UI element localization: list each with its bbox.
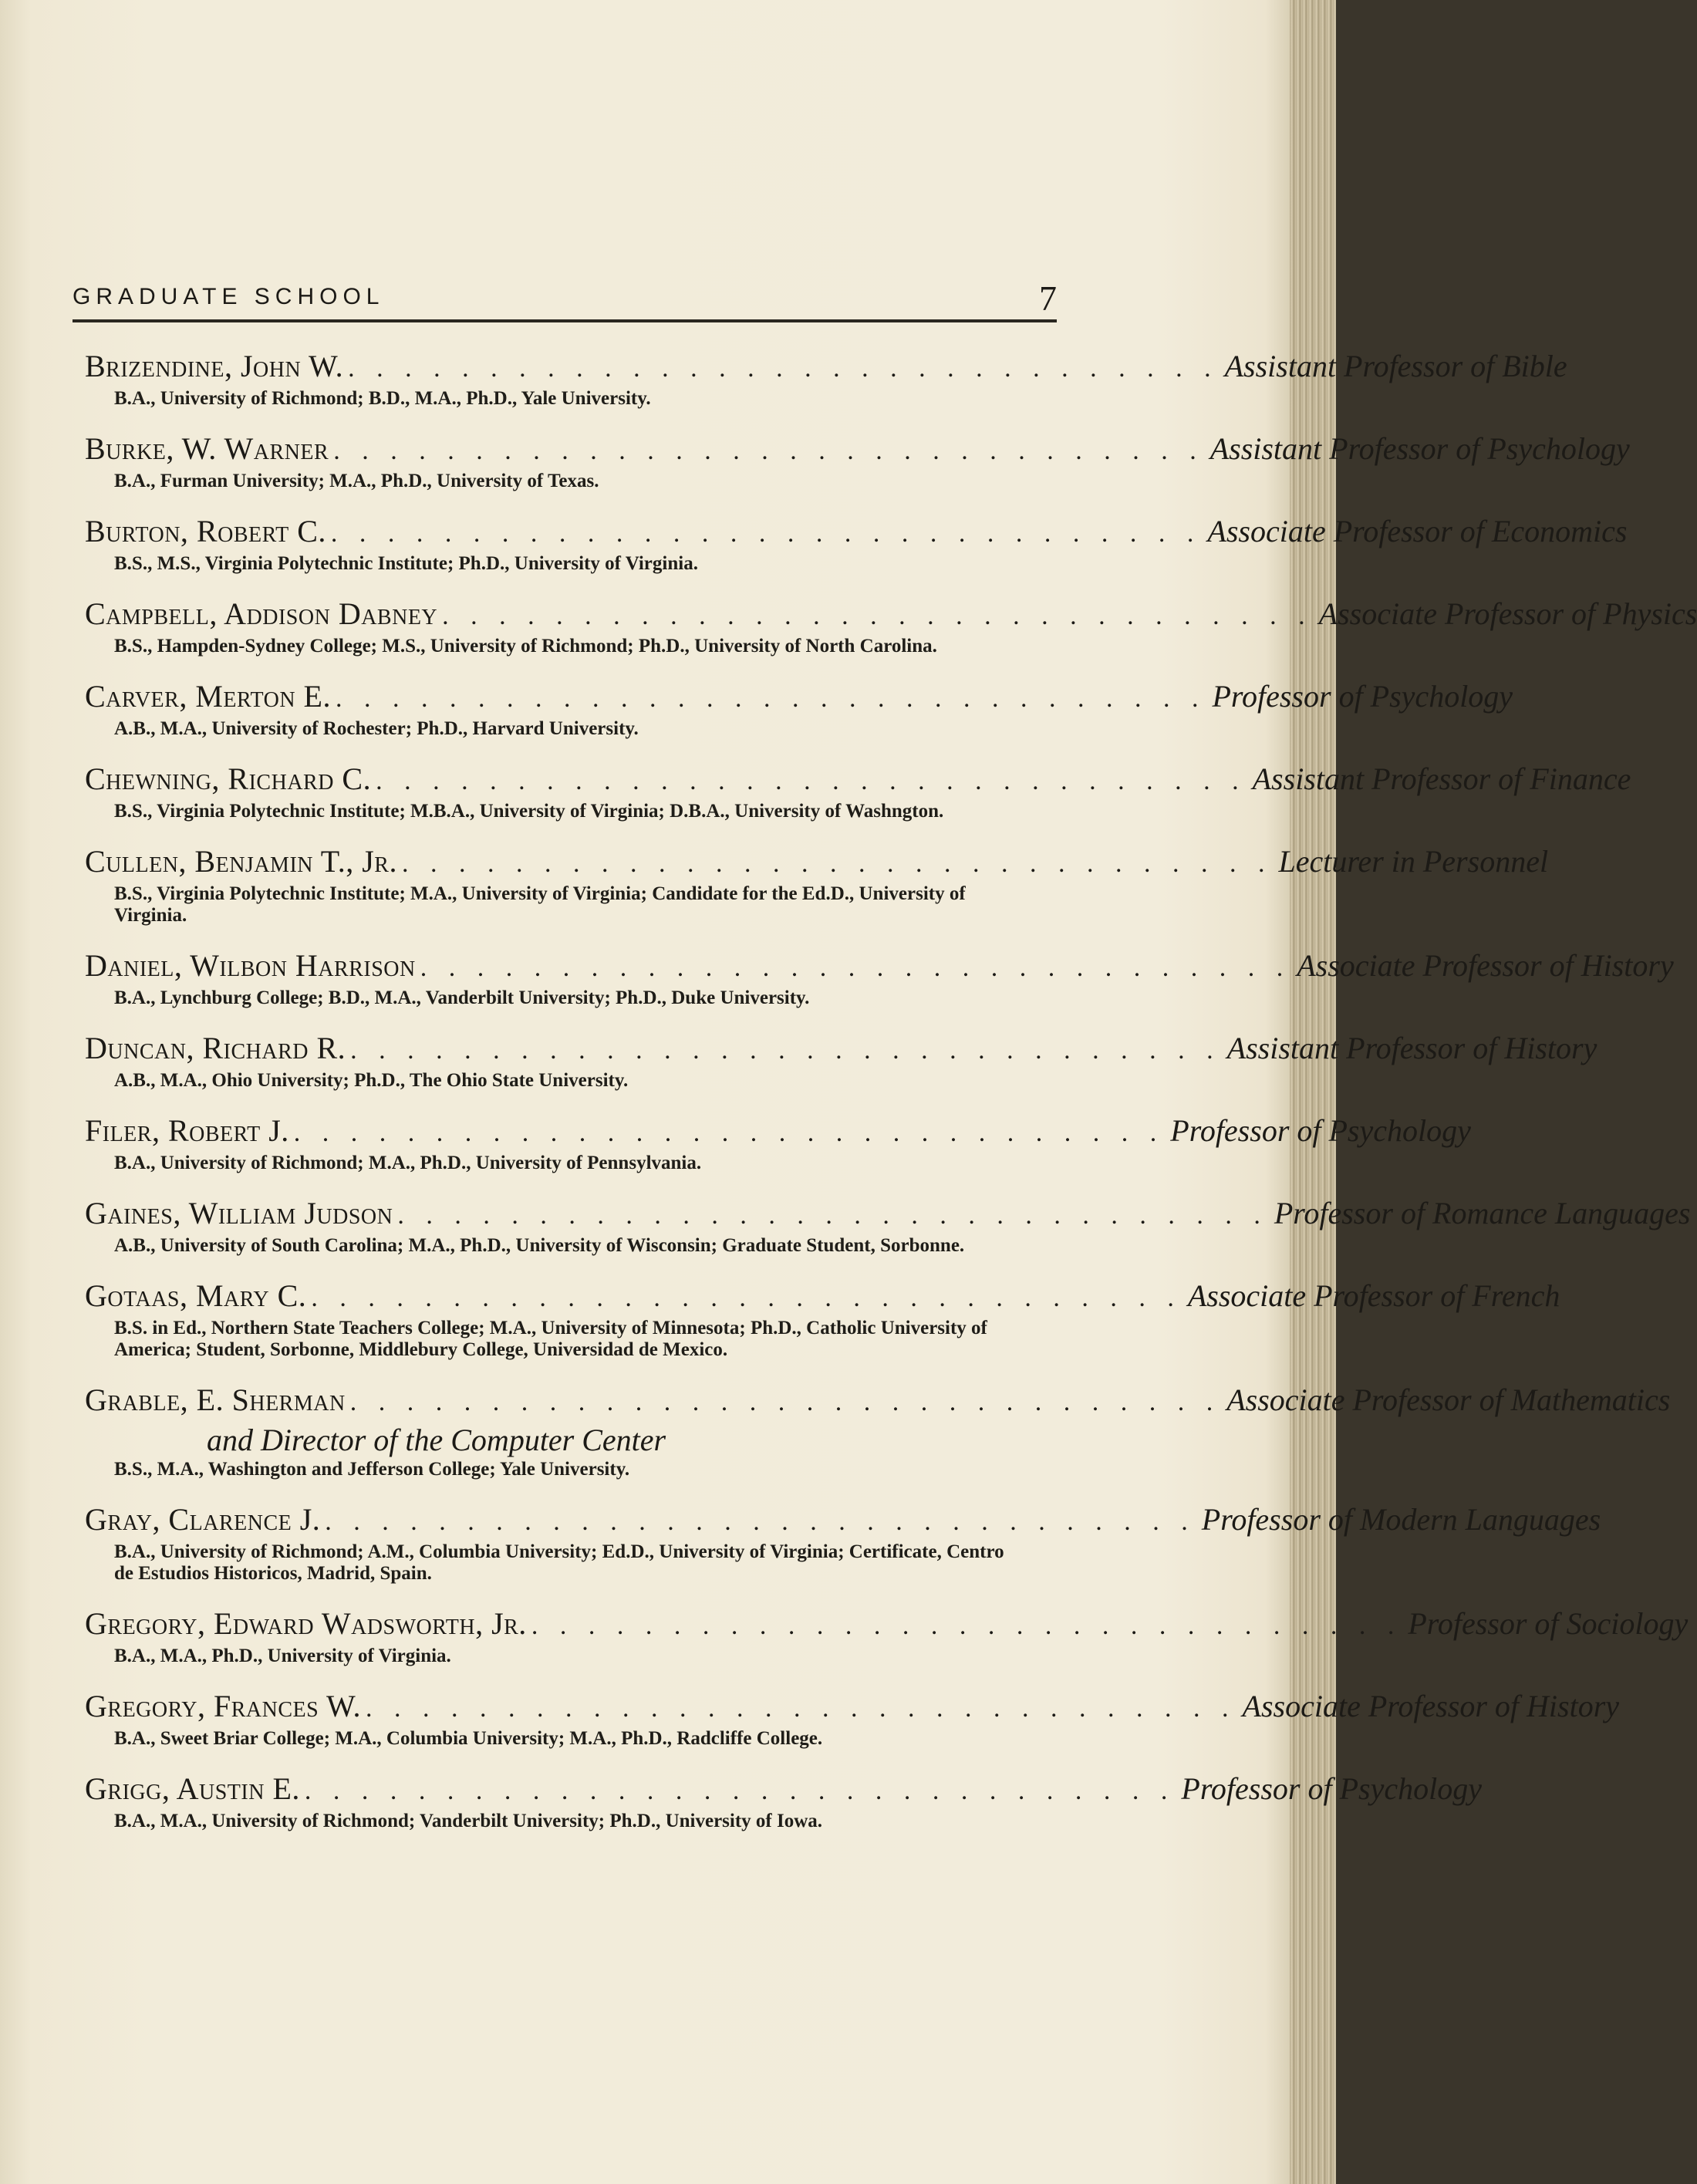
faculty-name: Carver, Merton E. <box>85 679 331 714</box>
dot-leader: . . . . . . . . . . . . . . . . . . . . . . . . . . . . . . . <box>304 1777 1176 1805</box>
faculty-entry <box>85 842 1549 927</box>
faculty-entry <box>85 430 1630 492</box>
faculty-title: Assistant Professor of Finance <box>1252 761 1631 796</box>
faculty-entry <box>85 512 1628 575</box>
faculty-degrees: B.S., Virginia Polytechnic Institute; M.A., University of Virginia; Candidate for the Ed.D., University of Virginia. <box>114 883 966 926</box>
faculty-name: Gray, Clarence J. <box>85 1502 321 1537</box>
faculty-title: Assistant Professor of History <box>1226 1031 1597 1065</box>
dot-leader: . . . . . . . . . . . . . . . . . . . . . . . . . . . . . . . <box>420 954 1291 982</box>
faculty-entry <box>85 1277 1560 1361</box>
faculty-name: Grigg, Austin E. <box>85 1771 300 1806</box>
faculty-degrees: B.S., Hampden-Sydney College; M.S., University of Richmond; Ph.D., University of North Carolina. <box>114 636 937 657</box>
dot-leader: . . . . . . . . . . . . . . . . . . . . . . . . . . . . . . . <box>442 602 1313 630</box>
faculty-degrees: B.A., M.A., Ph.D., University of Virginia. <box>114 1646 451 1666</box>
faculty-name: Duncan, Richard R. <box>85 1031 346 1065</box>
faculty-name: Gaines, William Judson <box>85 1196 393 1230</box>
page-edges <box>1290 0 1336 2184</box>
faculty-degrees: B.A., M.A., University of Richmond; Vanderbilt University; Ph.D., University of Iowa. <box>114 1811 823 1831</box>
faculty-title: Professor of Psychology <box>1170 1113 1471 1148</box>
faculty-title: Assistant Professor of Bible <box>1224 349 1567 383</box>
dot-leader: . . . . . . . . . . . . . . . . . . . . . . . . . . . . . . . <box>349 1388 1221 1416</box>
faculty-name: Gotaas, Mary C. <box>85 1278 307 1313</box>
running-head: GRADUATE SCHOOL <box>73 284 385 309</box>
faculty-title: Associate Professor of History <box>1297 948 1674 983</box>
dot-leader: . . . . . . . . . . . . . . . . . . . . . . . . . . . . . . . <box>350 1036 1221 1065</box>
faculty-entry <box>85 1381 1671 1480</box>
faculty-entry <box>85 1500 1601 1585</box>
faculty-entry <box>85 1605 1689 1667</box>
faculty-degrees: B.A., University of Richmond; M.A., Ph.D., University of Pennsylvania. <box>114 1153 702 1173</box>
dot-leader: . . . . . . . . . . . . . . . . . . . . . . . . . . . . . . . <box>376 767 1247 795</box>
dot-leader: . . . . . . . . . . . . . . . . . . . . . . . . . . . . . . . <box>335 684 1206 713</box>
faculty-degrees: A.B., M.A., Ohio University; Ph.D., The Ohio State University. <box>114 1070 629 1091</box>
faculty-title: Associate Professor of Mathematics <box>1226 1382 1671 1417</box>
faculty-title: Professor of Romance Languages <box>1274 1196 1691 1230</box>
faculty-entry <box>85 1112 1471 1174</box>
dot-leader: . . . . . . . . . . . . . . . . . . . . . . . . . . . . . . . <box>348 354 1219 383</box>
dot-leader: . . . . . . . . . . . . . . . . . . . . . . . . . . . . . . . <box>333 437 1204 465</box>
faculty-degrees: A.B., M.A., University of Rochester; Ph.D., Harvard University. <box>114 718 639 739</box>
faculty-title: Associate Professor of Physics <box>1318 596 1697 631</box>
faculty-name: Gregory, Frances W. <box>85 1689 362 1723</box>
faculty-entry <box>85 760 1631 822</box>
faculty-name: Chewning, Richard C. <box>85 761 372 796</box>
faculty-name: Gregory, Edward Wadsworth, Jr. <box>85 1606 527 1641</box>
faculty-entry <box>85 947 1674 1009</box>
faculty-degrees: B.S. in Ed., Northern State Teachers College; M.A., University of Minnesota; Ph.D., Catholic University of America; Student, Sorbonne, Middlebury College, Universidad de Mexico. <box>114 1318 987 1360</box>
faculty-name: Brizendine, John W. <box>85 349 344 383</box>
faculty-title: Associate Professor of Economics <box>1207 514 1628 549</box>
faculty-degrees: B.A., University of Richmond; B.D., M.A., Ph.D., Yale University. <box>114 388 651 409</box>
faculty-entry <box>85 1687 1620 1750</box>
dot-leader: . . . . . . . . . . . . . . . . . . . . . . . . . . . . . . . <box>293 1119 1165 1147</box>
faculty-title: Professor of Sociology <box>1408 1606 1689 1641</box>
faculty-name: Burton, Robert C. <box>85 514 326 549</box>
dot-leader: . . . . . . . . . . . . . . . . . . . . . . . . . . . . . . . <box>311 1284 1182 1312</box>
faculty-title: Assistant Professor of Psychology <box>1209 431 1630 466</box>
dot-leader: . . . . . . . . . . . . . . . . . . . . . . . . . . . . . . . <box>401 849 1273 878</box>
faculty-title: Associate Professor of French <box>1187 1278 1560 1313</box>
faculty-degrees: B.A., University of Richmond; A.M., Columbia University; Ed.D., University of Virginia; Certificate, Centro de Estudios Historicos, Madrid, Spain. <box>114 1541 1004 1584</box>
dot-leader: . . . . . . . . . . . . . . . . . . . . . . . . . . . . . . . <box>330 519 1202 548</box>
faculty-degrees: B.A., Furman University; M.A., Ph.D., University of Texas. <box>114 471 599 491</box>
page-header <box>73 278 1057 321</box>
faculty-name: Grable, E. Sherman <box>85 1382 346 1417</box>
faculty-name: Cullen, Benjamin T., Jr. <box>85 844 397 879</box>
faculty-degrees: B.A., Lynchburg College; B.D., M.A., Vanderbilt University; Ph.D., Duke University. <box>114 987 810 1008</box>
faculty-name: Daniel, Wilbon Harrison <box>85 948 416 983</box>
header-rule <box>73 319 1057 322</box>
dot-leader: . . . . . . . . . . . . . . . . . . . . . . . . . . . . . . . <box>325 1507 1196 1536</box>
faculty-degrees: B.S., M.A., Washington and Jefferson College; Yale University. <box>114 1459 630 1480</box>
faculty-title: Professor of Psychology <box>1181 1771 1482 1806</box>
faculty-title: Professor of Modern Languages <box>1201 1502 1601 1537</box>
faculty-name: Burke, W. Warner <box>85 431 329 466</box>
faculty-list <box>85 347 1697 1852</box>
faculty-degrees: B.A., Sweet Briar College; M.A., Columbia University; M.A., Ph.D., Radcliffe College. <box>114 1728 823 1749</box>
faculty-title: Professor of Psychology <box>1212 679 1513 714</box>
faculty-entry <box>85 1029 1597 1092</box>
faculty-name: Filer, Robert J. <box>85 1113 289 1148</box>
dot-leader: . . . . . . . . . . . . . . . . . . . . . . . . . . . . . . . <box>397 1201 1268 1230</box>
faculty-entry <box>85 595 1697 657</box>
page-number: 7 <box>1039 278 1057 318</box>
faculty-title: Associate Professor of History <box>1242 1689 1620 1723</box>
faculty-degrees: B.S., Virginia Polytechnic Institute; M.B.A., University of Virginia; D.B.A., University of Washngton. <box>114 801 944 822</box>
faculty-degrees: B.S., M.S., Virginia Polytechnic Institute; Ph.D., University of Virginia. <box>114 553 698 574</box>
faculty-entry <box>85 1194 1691 1257</box>
faculty-degrees: A.B., University of South Carolina; M.A., Ph.D., University of Wisconsin; Graduate Student, Sorbonne. <box>114 1235 965 1256</box>
faculty-title: Lecturer in Personnel <box>1278 844 1549 879</box>
dot-leader: . . . . . . . . . . . . . . . . . . . . . . . . . . . . . . . <box>366 1694 1236 1723</box>
faculty-name: Campbell, Addison Dabney <box>85 596 438 631</box>
faculty-entry <box>85 1770 1482 1832</box>
dot-leader: . . . . . . . . . . . . . . . . . . . . . . . . . . . . . . . <box>531 1612 1402 1640</box>
faculty-title-continuation: and Director of the Computer Center <box>207 1423 666 1457</box>
faculty-entry <box>85 347 1567 410</box>
faculty-entry <box>85 677 1513 740</box>
